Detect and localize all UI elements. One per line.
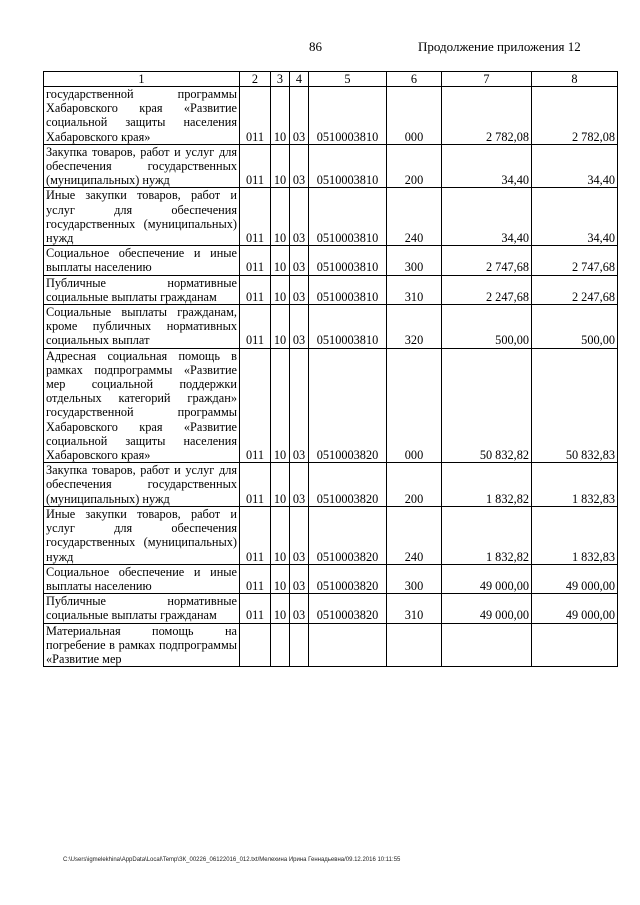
target-article-cell: 0510003820 — [309, 594, 387, 623]
amount-cell — [442, 623, 532, 667]
ministry-code-cell: 011 — [240, 305, 271, 349]
item-name-cell: Иные закупки товаров, работ и услуг для обеспечения государственных (муниципальных) нужд — [44, 506, 240, 564]
amount-cell: 50 832,83 — [532, 348, 618, 463]
section-code-cell: 10 — [271, 188, 290, 246]
expense-type-cell: 320 — [387, 305, 442, 349]
budget-table — [43, 71, 618, 667]
item-name-cell: Публичные нормативные социальные выплаты гражданам — [44, 275, 240, 304]
amount-cell: 1 832,83 — [532, 463, 618, 507]
item-name-cell: Социальные выплаты гражданам, кроме публичных нормативных социальных выплат — [44, 305, 240, 349]
item-name-cell: Закупка товаров, работ и услуг для обеспечения государственных (муниципальных) нужд — [44, 463, 240, 507]
amount-cell: 1 832,82 — [442, 506, 532, 564]
ministry-code-cell: 011 — [240, 463, 271, 507]
target-article-cell: 0510003810 — [309, 188, 387, 246]
amount-cell: 49 000,00 — [532, 594, 618, 623]
amount-cell: 500,00 — [532, 305, 618, 349]
subsection-code-cell: 03 — [290, 188, 309, 246]
table-row — [44, 144, 618, 188]
item-name-cell: Иные закупки товаров, работ и услуг для обеспечения государственных (муниципальных) нужд — [44, 188, 240, 246]
column-header: 4 — [290, 72, 309, 87]
section-code-cell: 10 — [271, 506, 290, 564]
item-name-cell: Материальная помощь на погребение в рамках подпрограммы «Развитие мер — [44, 623, 240, 667]
target-article-cell: 0510003820 — [309, 348, 387, 463]
item-name-cell: Закупка товаров, работ и услуг для обеспечения государственных (муниципальных) нужд — [44, 144, 240, 188]
target-article-cell: 0510003810 — [309, 144, 387, 188]
section-code-cell: 10 — [271, 87, 290, 145]
expense-type-cell: 300 — [387, 246, 442, 275]
amount-cell: 49 000,00 — [532, 564, 618, 593]
expense-type-cell: 240 — [387, 506, 442, 564]
subsection-code-cell: 03 — [290, 275, 309, 304]
table-row — [44, 463, 618, 507]
section-code-cell — [271, 623, 290, 667]
ministry-code-cell: 011 — [240, 188, 271, 246]
amount-cell: 1 832,83 — [532, 506, 618, 564]
item-name-cell: Социальное обеспечение и иные выплаты населению — [44, 246, 240, 275]
subsection-code-cell: 03 — [290, 594, 309, 623]
target-article-cell: 0510003810 — [309, 87, 387, 145]
table-row — [44, 305, 618, 349]
column-header: 6 — [387, 72, 442, 87]
table-row — [44, 246, 618, 275]
target-article-cell: 0510003810 — [309, 275, 387, 304]
section-code-cell: 10 — [271, 348, 290, 463]
subsection-code-cell: 03 — [290, 348, 309, 463]
section-code-cell: 10 — [271, 144, 290, 188]
table-row — [44, 594, 618, 623]
column-header: 1 — [44, 72, 240, 87]
expense-type-cell: 240 — [387, 188, 442, 246]
file-path-footer: C:\Users\igmelekhina\AppData\Local\Temp\ЗК_00226_06122016_012.txt/Мелехина Ирина Геннадьевна/09.12.2016 10:11:55 — [63, 857, 401, 863]
appendix-continuation-title: Продолжение приложения 12 — [418, 39, 581, 54]
section-code-cell: 10 — [271, 305, 290, 349]
ministry-code-cell: 011 — [240, 144, 271, 188]
ministry-code-cell: 011 — [240, 246, 271, 275]
page-number: 86 — [309, 39, 322, 54]
target-article-cell: 0510003820 — [309, 506, 387, 564]
column-header: 5 — [309, 72, 387, 87]
subsection-code-cell: 03 — [290, 87, 309, 145]
column-header: 3 — [271, 72, 290, 87]
expense-type-cell: 000 — [387, 87, 442, 145]
column-header: 8 — [532, 72, 618, 87]
amount-cell: 50 832,82 — [442, 348, 532, 463]
item-name-cell: государственной программы Хабаровского края «Развитие социальной защиты населения Хабаровского края» — [44, 87, 240, 145]
target-article-cell — [309, 623, 387, 667]
subsection-code-cell: 03 — [290, 246, 309, 275]
column-header: 7 — [442, 72, 532, 87]
expense-type-cell: 200 — [387, 144, 442, 188]
amount-cell: 2 247,68 — [442, 275, 532, 304]
amount-cell: 34,40 — [442, 144, 532, 188]
amount-cell: 500,00 — [442, 305, 532, 349]
target-article-cell: 0510003820 — [309, 564, 387, 593]
table-header-row — [44, 72, 618, 87]
amount-cell: 2 247,68 — [532, 275, 618, 304]
subsection-code-cell: 03 — [290, 463, 309, 507]
section-code-cell: 10 — [271, 275, 290, 304]
amount-cell: 34,40 — [532, 188, 618, 246]
target-article-cell: 0510003810 — [309, 246, 387, 275]
subsection-code-cell: 03 — [290, 506, 309, 564]
expense-type-cell: 300 — [387, 564, 442, 593]
subsection-code-cell: 03 — [290, 564, 309, 593]
subsection-code-cell — [290, 623, 309, 667]
amount-cell: 2 747,68 — [532, 246, 618, 275]
target-article-cell: 0510003810 — [309, 305, 387, 349]
amount-cell: 1 832,82 — [442, 463, 532, 507]
table-row — [44, 506, 618, 564]
ministry-code-cell: 011 — [240, 564, 271, 593]
target-article-cell: 0510003820 — [309, 463, 387, 507]
item-name-cell: Адресная социальная помощь в рамках подпрограммы «Развитие мер социальной поддержки отдельных категорий граждан» государственной программы Хабаровского края «Развитие социальной защиты населения Хабаровского края» — [44, 348, 240, 463]
amount-cell — [532, 623, 618, 667]
amount-cell: 2 782,08 — [532, 87, 618, 145]
expense-type-cell — [387, 623, 442, 667]
table-row — [44, 275, 618, 304]
amount-cell: 49 000,00 — [442, 594, 532, 623]
section-code-cell: 10 — [271, 246, 290, 275]
ministry-code-cell: 011 — [240, 275, 271, 304]
ministry-code-cell: 011 — [240, 594, 271, 623]
expense-type-cell: 200 — [387, 463, 442, 507]
amount-cell: 34,40 — [532, 144, 618, 188]
column-header: 2 — [240, 72, 271, 87]
section-code-cell: 10 — [271, 564, 290, 593]
section-code-cell: 10 — [271, 463, 290, 507]
expense-type-cell: 310 — [387, 594, 442, 623]
ministry-code-cell: 011 — [240, 348, 271, 463]
ministry-code-cell: 011 — [240, 506, 271, 564]
expense-type-cell: 000 — [387, 348, 442, 463]
item-name-cell: Социальное обеспечение и иные выплаты населению — [44, 564, 240, 593]
subsection-code-cell: 03 — [290, 144, 309, 188]
table-row — [44, 564, 618, 593]
amount-cell: 2 747,68 — [442, 246, 532, 275]
table-row — [44, 623, 618, 667]
amount-cell: 49 000,00 — [442, 564, 532, 593]
subsection-code-cell: 03 — [290, 305, 309, 349]
amount-cell: 34,40 — [442, 188, 532, 246]
amount-cell: 2 782,08 — [442, 87, 532, 145]
table-row — [44, 87, 618, 145]
table-row — [44, 348, 618, 463]
section-code-cell: 10 — [271, 594, 290, 623]
ministry-code-cell: 011 — [240, 87, 271, 145]
expense-type-cell: 310 — [387, 275, 442, 304]
table-row — [44, 188, 618, 246]
item-name-cell: Публичные нормативные социальные выплаты гражданам — [44, 594, 240, 623]
ministry-code-cell — [240, 623, 271, 667]
